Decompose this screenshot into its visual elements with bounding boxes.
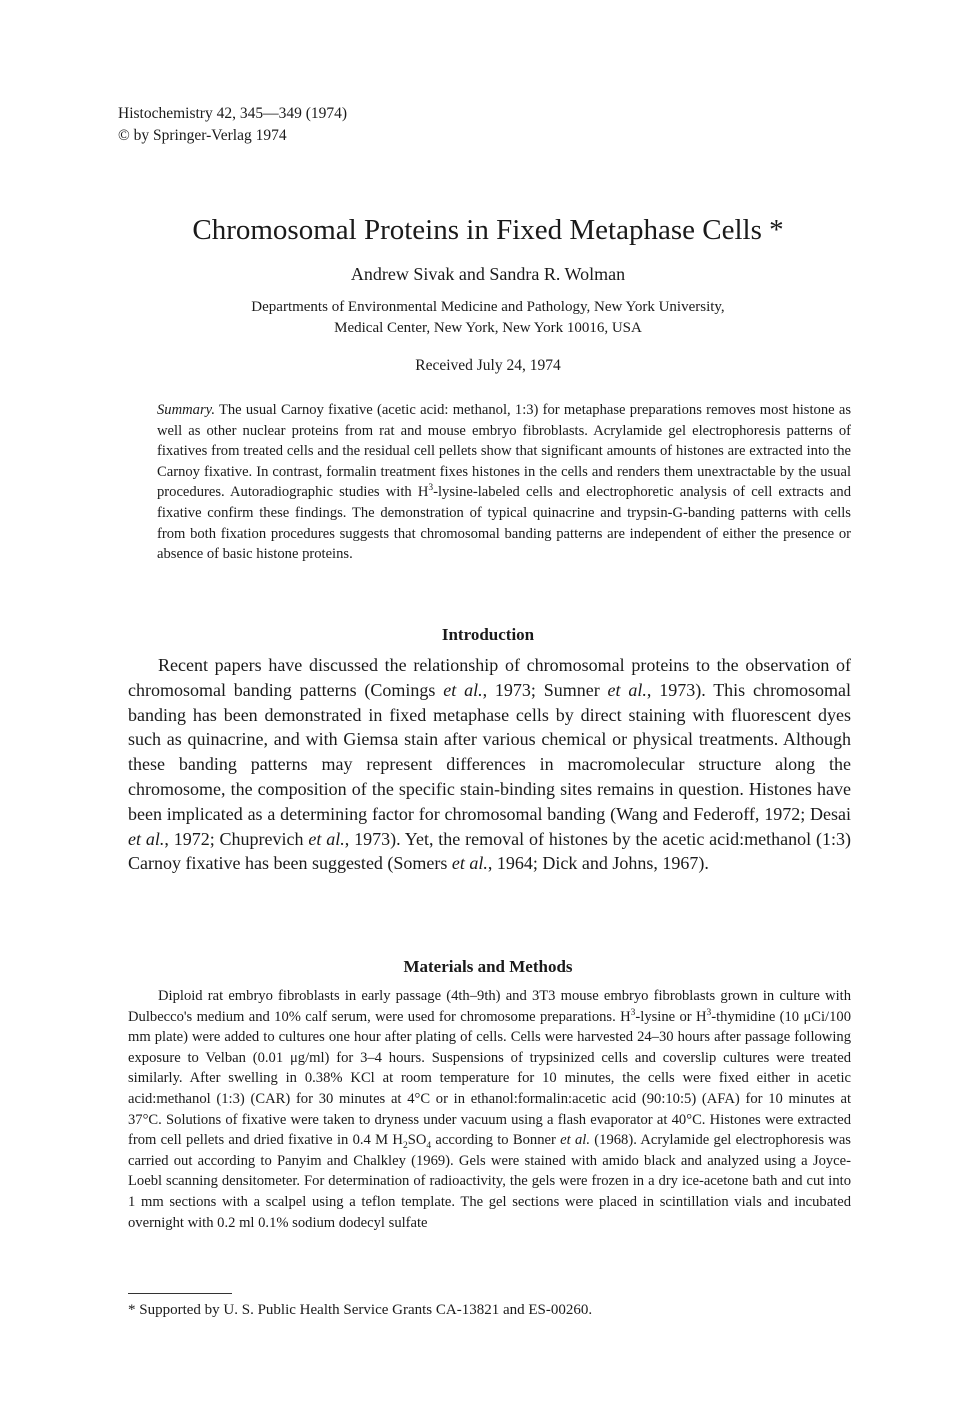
article-title: Chromosomal Proteins in Fixed Metaphase Cells * (192, 214, 784, 246)
copyright-line: © by Springer-Verlag 1974 (118, 127, 287, 144)
intro-etal-1: et al. (443, 679, 483, 700)
received-date: Received July 24, 1974 (415, 357, 561, 374)
methods-subscript-2: 2 (402, 1141, 408, 1152)
affiliation-line-2: Medical Center, New York, New York 10016, USA (334, 320, 642, 336)
summary-paragraph (157, 400, 851, 565)
footnote: * Supported by U. S. Public Health Service Grants CA-13821 and ES-00260. (128, 1302, 593, 1318)
intro-etal-5: et al. (451, 853, 488, 874)
methods-superscript-1: 3 (630, 1007, 636, 1018)
methods-text-3: -thymidine (10 μCi/100 mm plate) were added to cultures one hour after plating of cells. Cells were harvested 24–30 hours after passage following exposure to Velban (0.01 μg/ml) for 3–4 hours. Suspensions of trypsinized cells and coverslip cultures were treated similarly. After swelling in 0.38% KCl at room temperature for 10 minutes, the cells were fixed either in acetic acid:methanol (1:3) (CAR) for 30 minutes at 4°C or in ethanol:formalin:acetic acid (90:10:5) (AFA) for 10 minutes at 37°C. Solutions of fixative were taken to dryness under vacuum using a flash evaporator at 40°C. Histones were extracted from cell pellets and dried fixative in 0.4 M H (128, 1008, 852, 1149)
introduction-heading: Introduction (441, 625, 535, 644)
methods-subscript-4: 4 (426, 1141, 432, 1152)
methods-paragraph (128, 986, 851, 1233)
journal-header (118, 103, 347, 147)
intro-text-1: Recent papers have discussed the relationship of chromosomal proteins to the observation of chromosomal banding patterns (Comings (128, 655, 851, 700)
affiliation (0, 297, 976, 339)
summary-lead: Summary. (157, 402, 215, 418)
intro-text-6: , 1964; Dick and Johns, 1967). (487, 853, 709, 874)
methods-text-4: according to Bonner (431, 1132, 561, 1149)
methods-heading: Materials and Methods (403, 957, 573, 976)
methods-etal: et al. (560, 1132, 590, 1149)
methods-so: SO (407, 1132, 427, 1149)
footnote-divider (128, 1293, 232, 1294)
affiliation-line-1: Departments of Environmental Medicine and Pathology, New York University, (251, 299, 725, 315)
summary-text-1: The usual Carnoy fixative (acetic acid: methanol, 1:3) for metaphase preparations removes most histone as well as other nuclear proteins from rat and mouse embryo fibroblasts. Acrylamide gel electrophoresis patterns of fixatives from treated cells and the residual cell pellets show that significant amounts of histones are extracted into the Carnoy fixative. In contrast, formalin treatment fixes histones in the cells and renders them unextractable by the usual procedures. Autoradiographic studies with H (157, 402, 851, 501)
summary-superscript: 3 (428, 483, 434, 494)
intro-text-3: , 1973). This chromosomal banding has been demonstrated in fixed metaphase cells by direct staining with fluorescent dyes such as quinacrine, and with Giemsa stain after various chemical or physical treatments. Although these banding patterns may represent differences in macromolecular structure along the chromosome, the composition of the specific stain-binding sites remains in question. Histones have been implicated as a determining factor for chromosomal banding (Wang and Federoff, 1972; Desai (128, 679, 851, 824)
intro-etal-2: et al. (607, 679, 647, 700)
methods-section (128, 986, 851, 1233)
introduction-paragraph (128, 653, 851, 876)
intro-etal-4: et al. (308, 828, 345, 849)
methods-superscript-2: 3 (706, 1007, 712, 1018)
intro-text-2: , 1973; Sumner (482, 679, 608, 700)
intro-text-5: , 1973). Yet, the removal of histones by the acetic acid:methanol (1:3) Carnoy fixative has been suggested (Somers (128, 828, 851, 874)
methods-text-1: Diploid rat embryo fibroblasts in early passage (4th–9th) and 3T3 mouse embryo fibroblasts grown in culture with Dulbecco's medium and 10% calf serum, were used for chromosome preparations. H (128, 988, 851, 1025)
intro-etal-3: et al. (128, 828, 165, 849)
introduction-section (128, 653, 851, 876)
methods-text-2: -lysine or H (635, 1008, 707, 1025)
summary-text-2: -lysine-labeled cells and electrophoretic analysis of cell extracts and fixative confirm these findings. The demonstration of typical quinacrine and trypsin-G-banding patterns with cells from both fixation procedures suggests that chromosomal banding patterns are independent of either the presence or absence of basic histone proteins. (157, 484, 851, 563)
author-list: Andrew Sivak and Sandra R. Wolman (350, 264, 626, 284)
journal-citation: Histochemistry 42, 345—349 (1974) (118, 105, 348, 122)
methods-text-5: (1968). Acrylamide gel electrophoresis was carried out according to Panyim and Chalkley (1969). Gels were stained with amido black and analyzed using a Joyce-Loebl scanning densitometer. For determination of radioactivity, the gels were frozen in a dry ice-acetone bath and cut into 1 mm sections with a scalpel using a teflon template. The gel sections were placed in scintillation vials and incubated overnight with 0.2 ml 0.1% sodium dodecyl sulfate (128, 1132, 851, 1231)
intro-text-4: , 1972; Chuprevich (164, 828, 309, 849)
